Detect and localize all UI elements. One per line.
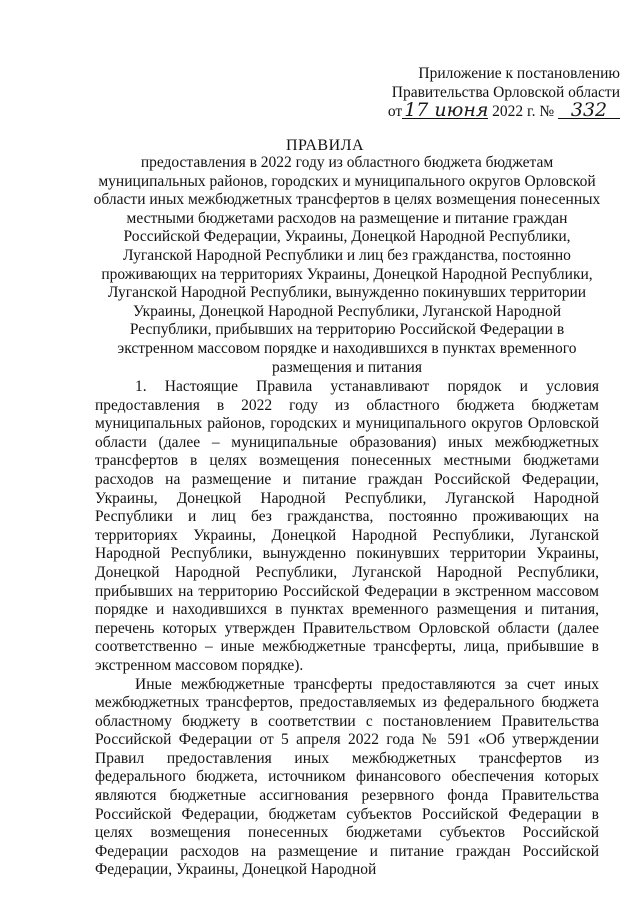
attachment-header [360,64,620,121]
handwritten-number: 332 [558,102,620,119]
handwritten-date: 17 июня [404,99,489,121]
attachment-line-2: Правительства Орловской области [391,84,620,101]
attachment-line-1: Приложение к постановлению [418,65,620,82]
paragraph-2: Иные межбюджетные трансферты предоставляются за счет иных межбюджетных трансфертов, предоставляемых из федерального бюджета областному бюджету в соответствии с постановлением Правительства Российской Федерации от 5 апреля 2022 года № 591 «Об утверждении Правил предоставления иных межбюджетных трансфертов из федерального бюджета, источником финансового обеспечения которых являются бюджетные ассигнования резервного фонда Правительства Российской Федерации, бюджетам субъектов Российской Федерации в целях возмещения понесенных бюджетами субъектов Российской Федерации расходов на размещение и питание граждан Российской Федерации, Украины, Донецкой Народной [95,675,599,879]
attachment-date-line [360,99,620,121]
year-suffix: 2022 г. № [492,103,555,120]
date-prefix: от [387,103,403,120]
document-body [95,378,599,880]
document-title: ПРАВИЛА [285,137,365,154]
paragraph-1: 1. Настоящие Правила устанавливают порядок и условия предоставления в 2022 году из областного бюджета бюджетам муниципальных районов, городских и муниципального округов Орловской области (далее – муниципальные образования) иных межбюджетных трансфертов в целях возмещения понесенных местными бюджетами расходов на размещение и питание граждан Российской Федерации, Украины, Донецкой Народной Республики, Луганской Народной Республики и лиц без гражданства, постоянно проживающих на территориях Украины, Донецкой Народной Республики, Луганской Народной Республики, вынужденно покинувших территории Украины, Донецкой Народной Республики, Луганской Народной Республики, прибывших на территорию Российской Федерации в экстренном массовом порядке и находившихся в пунктах временного размещения и питания, перечень которых утвержден Правительством Орловской области (далее соответственно – иные межбюджетные трансферты, лица, прибывшие в экстренном массовом порядке). [95,378,599,674]
document-subtitle: предоставления в 2022 году из областного бюджета бюджетам муниципальных районов, городских и муниципального округов Орловской области иных межбюджетных трансфертов в целях возмещения понесенных местными бюджетами расходов на размещение и питание граждан Российской Федерации, Украины, Донецкой Народной Республики, Луганской Народной Республики и лиц без гражданства, постоянно проживающих на территориях Украины, Донецкой Народной Республики, Луганской Народной Республики, вынужденно покинувших территории Украины, Донецкой Народной Республики, Луганской Народной Республики, прибывших на территорию Российской Федерации в экстренном массовом порядке и находившихся в пунктах временного размещения и питания [93,154,601,376]
